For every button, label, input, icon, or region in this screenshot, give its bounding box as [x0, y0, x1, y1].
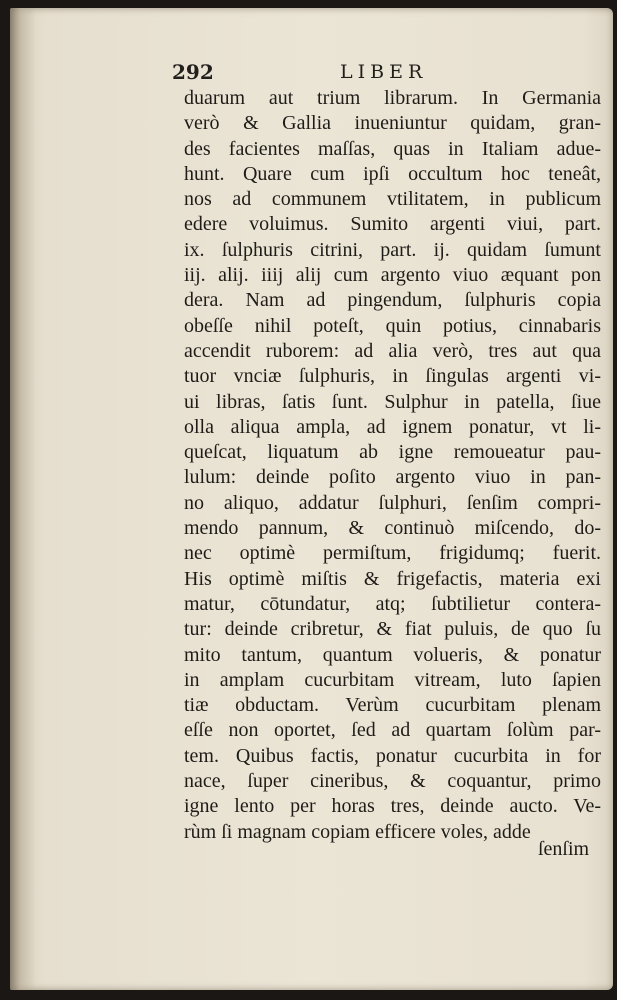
text-line: olla aliqua ampla, ad ignem ponatur, vt li-: [184, 415, 601, 438]
text-line: des facientes maſſas, quas in Italiam adue-: [184, 137, 601, 160]
text-line: iij. alij. iiij alij cum argento viuo æquant pon: [184, 264, 601, 287]
catchword: ſenſim: [538, 838, 590, 860]
text-line: nos ad communem vtilitatem, in publicum: [184, 188, 601, 211]
text-line: tem. Quibus factis, ponatur cucurbita in for: [184, 744, 601, 767]
text-line: obeſſe nihil poteſt, quin potius, cinnabaris: [184, 314, 601, 337]
text-line: tiæ obductam. Verùm cucurbitam plenam: [184, 694, 601, 717]
text-line: hunt. Quare cum ipſi occultum hoc teneât,: [184, 162, 601, 185]
text-line: edere voluimus. Sumito argenti viui, part.: [184, 213, 601, 236]
text-line: accendit ruborem: ad alia verò, tres aut qua: [184, 339, 601, 362]
text-line: ui libras, ſatis ſunt. Sulphur in patella, ſiue: [184, 390, 601, 413]
text-line: His optimè miſtis & frigefactis, materia exi: [184, 567, 601, 590]
text-line: mito tantum, quantum volueris, & ponatur: [184, 643, 601, 666]
text-line: matur, cōtundatur, atq; ſubtilietur contera-: [184, 592, 601, 615]
text-line: tur: deinde cribretur, & fiat puluis, de quo ſu: [184, 618, 601, 641]
page-number: 292: [172, 60, 214, 84]
page-gutter-shadow: [10, 8, 36, 990]
text-line: tuor vnciæ ſulphuris, in ſingulas argenti vi-: [184, 365, 601, 388]
text-line: lulum: deinde poſito argento viuo in pan-: [184, 466, 601, 489]
running-head: LIBER: [340, 61, 428, 83]
text-line: dera. Nam ad pingendum, ſulphuris copia: [184, 289, 601, 312]
text-line: no aliquo, addatur ſulphuri, ſenſim compri-: [184, 491, 601, 514]
text-line: nec optimè permiſtum, frigidumq; fuerit.: [184, 542, 601, 565]
text-line: nace, ſuper cineribus, & coquantur, primo: [184, 770, 601, 793]
text-line: verò & Gallia inueniuntur quidam, gran-: [184, 112, 601, 135]
body-text: [184, 86, 601, 845]
text-line: queſcat, liquatum ab igne remoueatur pau-: [184, 441, 601, 464]
text-line: in amplam cucurbitam vitream, luto ſapien: [184, 668, 601, 691]
text-line: ix. ſulphuris citrini, part. ij. quidam ſumunt: [184, 238, 601, 261]
page-header: [172, 60, 472, 88]
text-line: duarum aut trium librarum. In Germania: [184, 87, 601, 109]
text-line: igne lento per horas tres, deinde aucto. Ve-: [184, 795, 601, 818]
text-line: mendo pannum, & continuò miſcendo, do-: [184, 517, 601, 540]
text-line: eſſe non oportet, ſed ad quartam ſolùm par-: [184, 719, 601, 742]
text-line: rùm ſi magnam copiam efficere voles, adde: [184, 820, 531, 843]
